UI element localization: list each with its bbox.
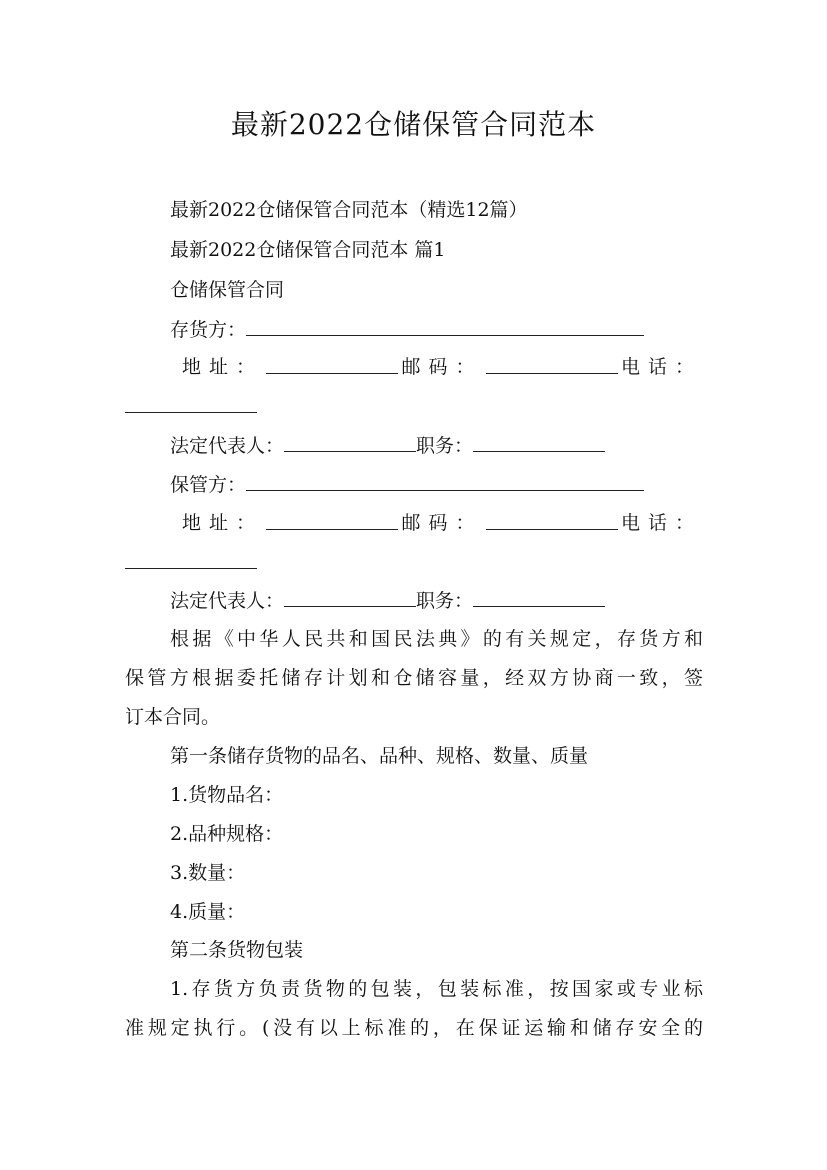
address-blank (266, 511, 398, 530)
legal-rep-blank (284, 588, 416, 607)
packaging-line-1: 1.存货方负责货物的包装，包装标准，按国家或专业标 (170, 978, 703, 1000)
custodian-rep-line (170, 588, 605, 613)
item-1: 1.货物品名： (170, 784, 284, 806)
item-4: 4.质量： (170, 901, 246, 923)
custodian-contact-line (182, 511, 702, 535)
custodian-phone-continuation (125, 550, 257, 575)
legal-rep-label: 法定代表人： (170, 435, 285, 457)
depositor-blank (246, 317, 644, 336)
packaging-line-2: 准规定执行。(没有以上标准的，在保证运输和储存安全的 (125, 1017, 703, 1039)
document-title: 最新2022仓储保管合同范本 (230, 108, 597, 141)
phone-blank (125, 550, 257, 569)
item-3: 3.数量： (170, 862, 246, 884)
depositor-line (170, 317, 644, 342)
depositor-rep-line (170, 433, 605, 458)
address-blank (266, 355, 398, 374)
paragraph-1-line-3: 订本合同。 (125, 706, 221, 728)
phone-label: 电话： (620, 356, 702, 378)
part-heading: 最新2022仓储保管合同范本 篇1 (170, 239, 446, 261)
phone-label: 电话： (620, 512, 702, 534)
position-label: 职务： (416, 590, 474, 612)
custodian-label: 保管方： (170, 474, 247, 496)
depositor-label: 存货方： (170, 319, 247, 341)
postcode-label: 邮码： (401, 512, 483, 534)
postcode-label: 邮码： (401, 356, 483, 378)
address-label: 地址： (182, 356, 264, 378)
paragraph-1-line-2: 保管方根据委托储存计划和仓储容量，经双方协商一致，签 (125, 667, 703, 689)
paragraph-1-line-1: 根据《中华人民共和国民法典》的有关规定，存货方和 (170, 628, 703, 650)
legal-rep-label: 法定代表人： (170, 590, 285, 612)
position-blank (473, 588, 605, 607)
address-label: 地址： (182, 512, 264, 534)
depositor-contact-line (182, 355, 702, 379)
intro-line: 最新2022仓储保管合同范本（精选12篇） (170, 199, 528, 221)
article-1-heading: 第一条储存货物的品名、品种、规格、数量、质量 (170, 745, 589, 767)
depositor-phone-continuation (125, 394, 257, 419)
postcode-blank (486, 511, 618, 530)
item-2: 2.品种规格： (170, 823, 284, 845)
postcode-blank (486, 355, 618, 374)
legal-rep-blank (284, 433, 416, 452)
phone-blank (125, 394, 257, 413)
contract-name: 仓储保管合同 (170, 279, 285, 301)
article-2-heading: 第二条货物包装 (170, 939, 304, 961)
custodian-line (170, 472, 644, 497)
position-label: 职务： (416, 435, 474, 457)
custodian-blank (246, 472, 644, 491)
position-blank (473, 433, 605, 452)
